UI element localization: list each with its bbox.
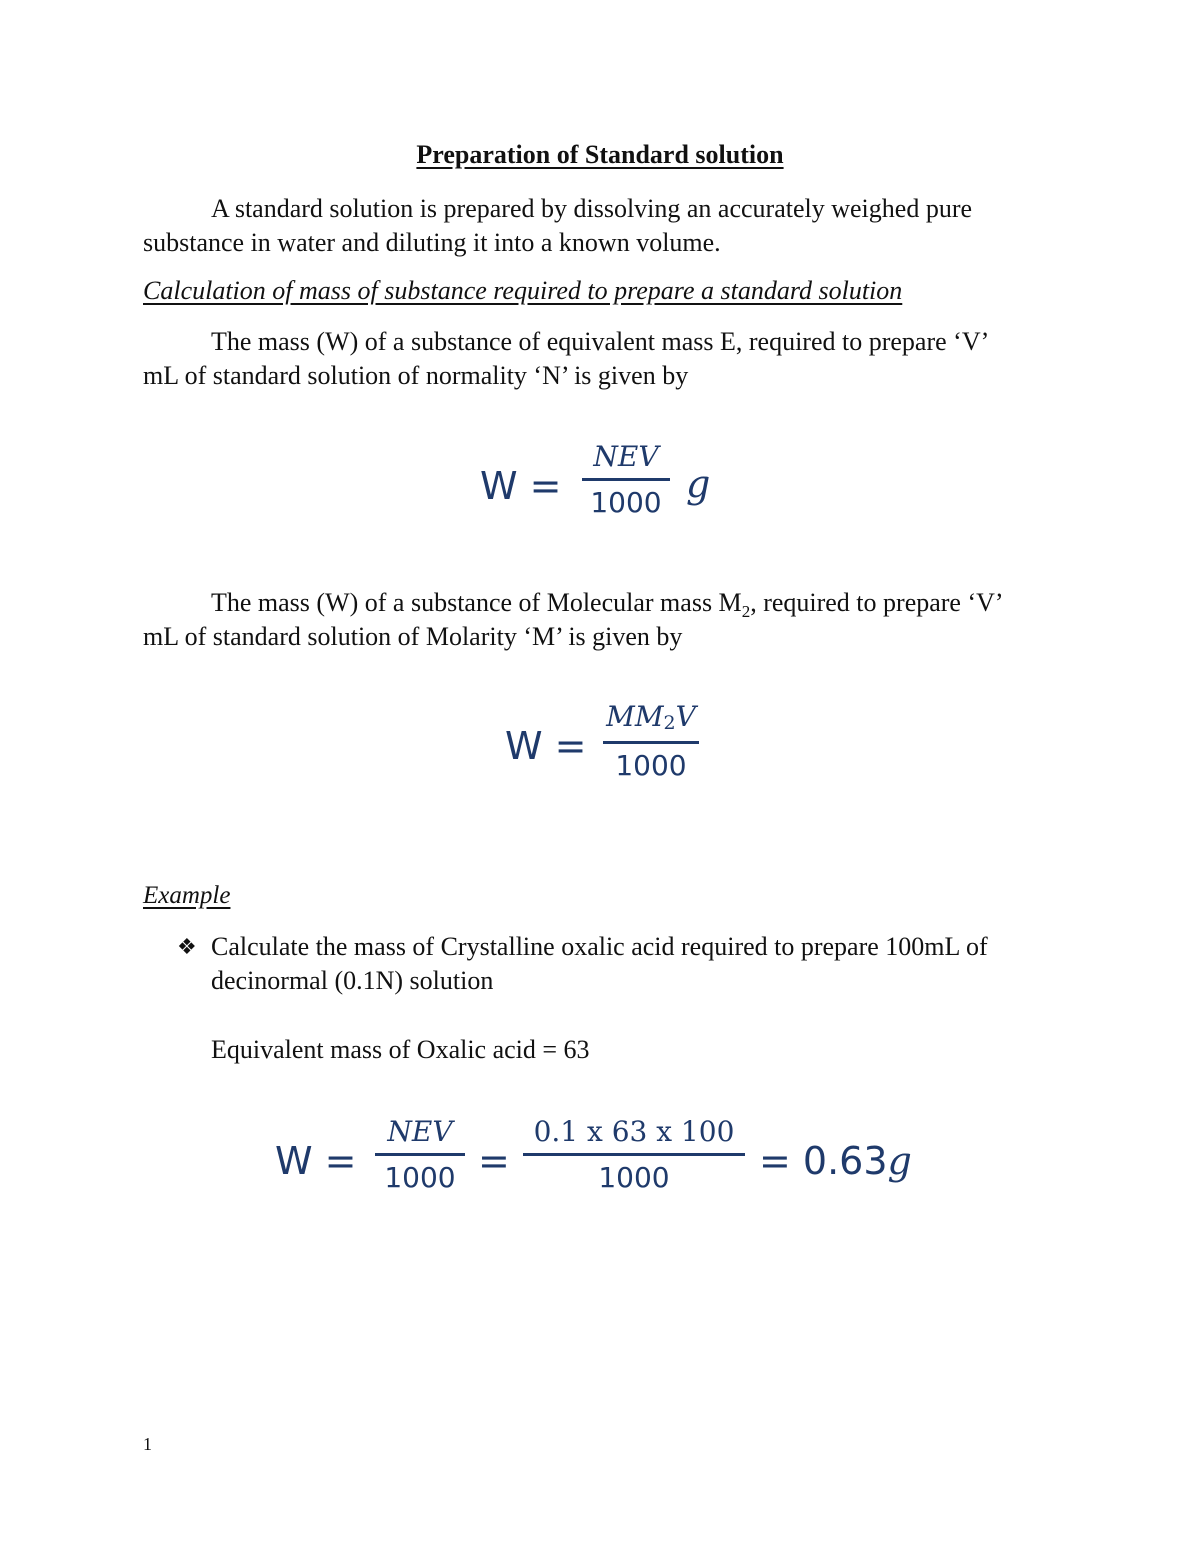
example-heading: Example: [143, 882, 231, 909]
equation-result: = 0.63g: [759, 1139, 912, 1183]
equation-numerator: MM2V: [606, 700, 696, 734]
example-given: Equivalent mass of Oxalic acid = 63: [211, 1035, 590, 1064]
page-number: 1: [143, 1434, 152, 1454]
molarity-line-2: mL of standard solution of Molarity ‘M’ is given by: [143, 622, 683, 651]
molarity-line-1: The mass (W) of a substance of Molecular mass $M_2$, required to prepare ‘V’: [211, 588, 1004, 622]
equation-denominator: 1000: [615, 749, 687, 782]
equation-fraction-1: [375, 1115, 465, 1194]
intro-line-1: A standard solution is prepared by dissolving an accurately weighed pure: [211, 194, 973, 223]
equation-fraction: [603, 700, 699, 782]
intro-line-2: substance in water and diluting it into a known volume.: [143, 228, 721, 257]
page-title: Preparation of Standard solution: [416, 140, 784, 169]
equation-numerator-2: 0.1 x 63 x 100: [533, 1115, 735, 1148]
equation-numerator-1: NEV: [387, 1115, 453, 1148]
fraction-bar: [582, 478, 670, 481]
equation-normality: [480, 440, 740, 530]
equation-equals: =: [478, 1139, 510, 1183]
equation-example: [275, 1115, 935, 1210]
normality-line-1: The mass (W) of a substance of equivalent mass E, required to prepare ‘V’: [211, 327, 990, 356]
equation-unit: g: [686, 462, 711, 506]
equation-denominator-1: 1000: [384, 1161, 456, 1194]
equation-denominator-2: 1000: [598, 1161, 670, 1194]
fraction-bar: [523, 1153, 745, 1156]
equation-numerator: NEV: [593, 440, 659, 473]
equation-molarity: [505, 700, 725, 790]
normality-line-2: mL of standard solution of normality ‘N’ is given by: [143, 361, 689, 390]
equation-fraction-2: [523, 1115, 745, 1194]
example-line-1: Calculate the mass of Crystalline oxalic acid required to prepare 100mL of: [211, 932, 988, 961]
equation-lhs: W =: [505, 724, 587, 768]
example-line-2: decinormal (0.1N) solution: [211, 966, 494, 995]
equation-lhs: W =: [480, 464, 562, 508]
fraction-bar: [375, 1153, 465, 1156]
equation-fraction: [582, 440, 670, 519]
diamond-bullet-icon: ❖: [177, 934, 197, 959]
equation-lhs: W =: [275, 1139, 357, 1183]
calculation-heading: Calculation of mass of substance required to prepare a standard solution: [143, 276, 903, 305]
fraction-bar: [603, 741, 699, 744]
equation-denominator: 1000: [590, 486, 662, 519]
